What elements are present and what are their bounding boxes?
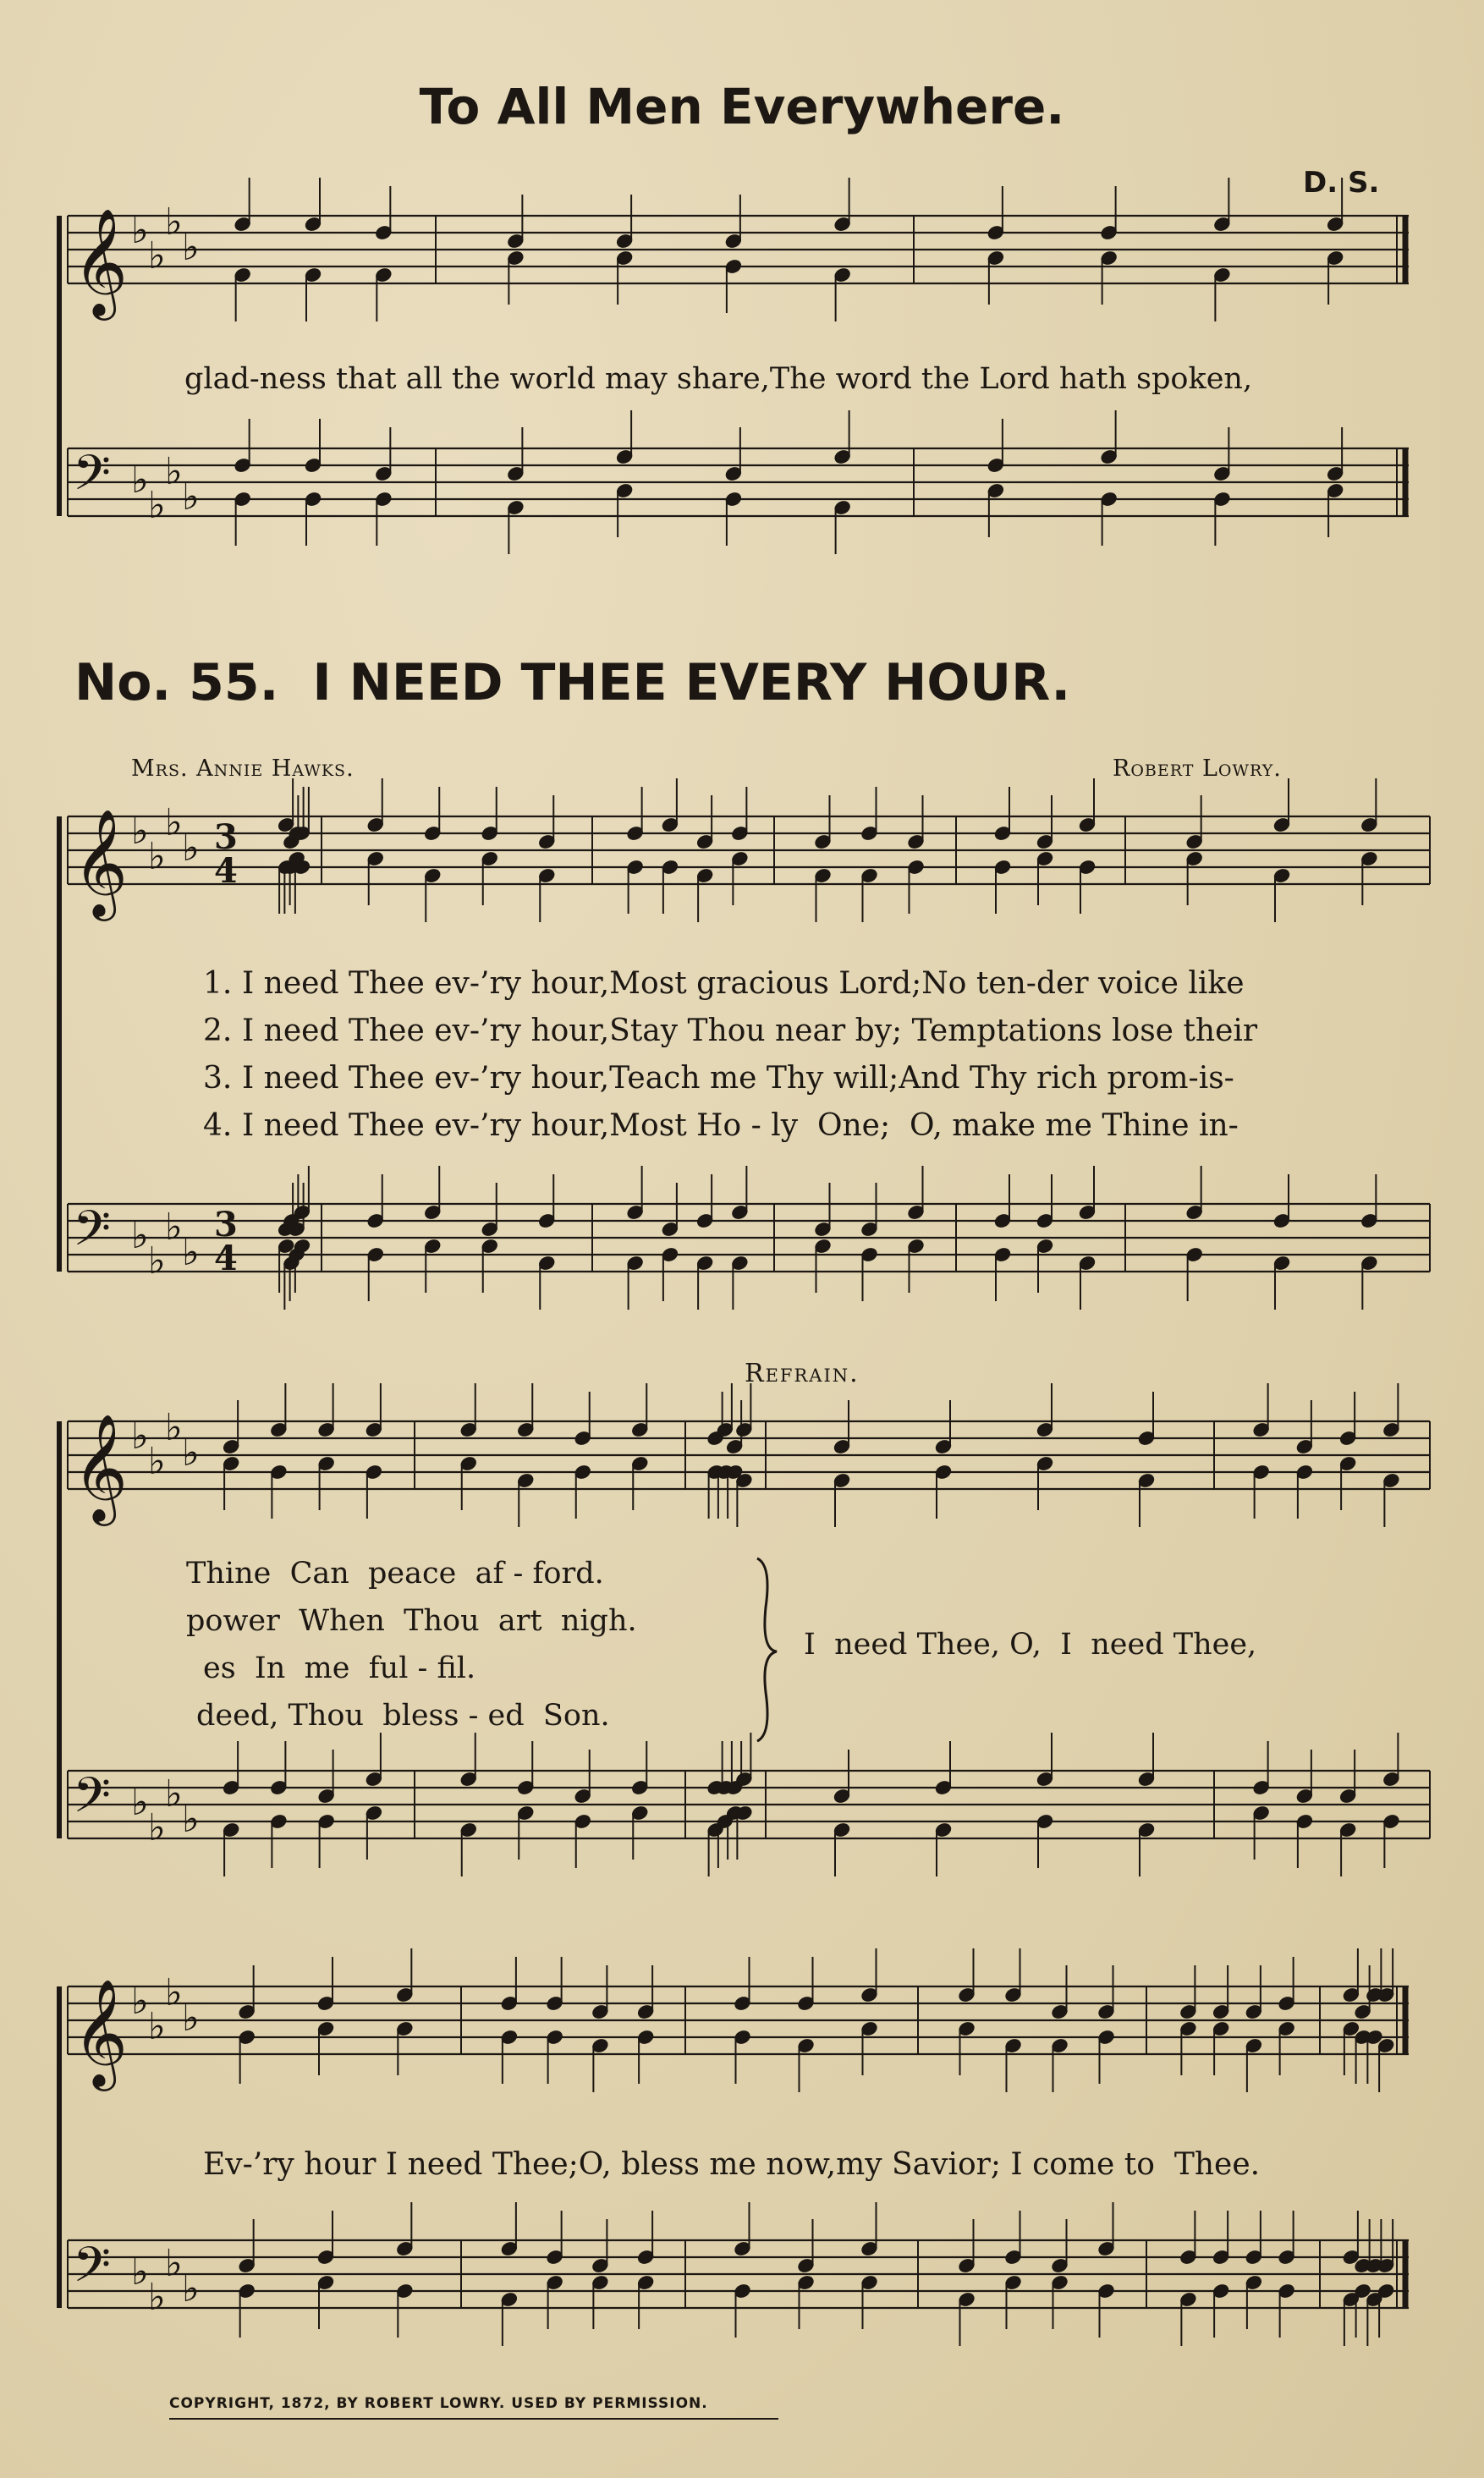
bass-clef-icon: 𝄢 xyxy=(73,2236,112,2305)
flat-icon: ♭ xyxy=(165,201,183,244)
treble-clef-icon: 𝄞 xyxy=(73,1413,129,1521)
flat-icon: ♭ xyxy=(182,1431,200,1475)
ds-mark: D. S. xyxy=(1303,166,1380,200)
flat-icon: ♭ xyxy=(148,484,166,527)
time-signature: 4 xyxy=(214,1239,238,1278)
bass-clef-icon: 𝄢 xyxy=(73,1766,112,1836)
flat-icon: ♭ xyxy=(148,234,166,277)
flat-icon: ♭ xyxy=(131,1214,149,1257)
flat-icon: ♭ xyxy=(165,2242,183,2285)
flat-icon: ♭ xyxy=(165,1206,183,1249)
flat-icon: ♭ xyxy=(131,459,149,502)
bass-clef-icon: 𝄢 xyxy=(73,444,112,514)
refrain-label: Refrain. xyxy=(745,1359,860,1388)
copyright-notice: COPYRIGHT, 1872, BY ROBERT LOWRY. USED BY PERMISSION. xyxy=(169,2395,708,2412)
flat-icon: ♭ xyxy=(182,2267,200,2310)
treble-clef-icon: 𝄞 xyxy=(73,1978,129,2086)
flat-icon: ♭ xyxy=(131,1415,149,1458)
verse-4: 4. I need Thee ev-’ry hour,Most Ho - ly One; O, make me Thine in- xyxy=(203,1108,1239,1143)
flat-icon: ♭ xyxy=(182,1997,200,2040)
hymn-title: I NEED THEE EVERY HOUR. xyxy=(312,653,1071,712)
hymn-number: No. 55. xyxy=(74,653,279,712)
flat-icon: ♭ xyxy=(182,1231,200,1274)
verse-2: 2. I need Thee ev-’ry hour,Stay Thou near by; Temptations lose their xyxy=(203,1014,1258,1048)
verse-3-end: es In me ful - fil. xyxy=(203,1651,476,1685)
flat-icon: ♭ xyxy=(148,2276,166,2319)
flat-icon: ♭ xyxy=(165,1971,183,2014)
flat-icon: ♭ xyxy=(165,801,183,844)
flat-icon: ♭ xyxy=(148,1239,166,1283)
bass-clef-icon: 𝄢 xyxy=(73,1200,112,1269)
refrain-lyric-2: Ev-’ry hour I need Thee;O, bless me now,my Savior; I come to Thee. xyxy=(203,2147,1261,2182)
flat-icon: ♭ xyxy=(182,475,200,519)
treble-clef-icon: 𝄞 xyxy=(73,808,129,916)
flat-icon: ♭ xyxy=(165,1772,183,1816)
verse-4-end: deed, Thou bless - ed Son. xyxy=(196,1699,610,1733)
flat-icon: ♭ xyxy=(165,1406,183,1449)
verse-1-end: Thine Can peace af - ford. xyxy=(186,1557,604,1591)
flat-icon: ♭ xyxy=(182,226,200,269)
flat-icon: ♭ xyxy=(165,450,183,493)
refrain-brace xyxy=(757,1558,777,1741)
flat-icon: ♭ xyxy=(131,1781,149,1824)
flat-icon: ♭ xyxy=(131,209,149,252)
author-credit: Mrs. Annie Hawks. xyxy=(131,755,355,782)
verse-1: 1. I need Thee ev-’ry hour,Most gracious Lord;No ten-der voice like xyxy=(203,966,1245,1001)
refrain-lyric-1: I need Thee, O, I need Thee, xyxy=(804,1628,1257,1662)
verse-3: 3. I need Thee ev-’ry hour,Teach me Thy will;And Thy rich prom-is- xyxy=(203,1061,1234,1096)
verse-2-end: power When Thou art nigh. xyxy=(186,1604,637,1638)
flat-icon: ♭ xyxy=(182,827,200,870)
time-signature: 3 xyxy=(214,817,238,857)
flat-icon: ♭ xyxy=(148,1440,166,1483)
treble-clef-icon: 𝄞 xyxy=(73,207,129,316)
flat-icon: ♭ xyxy=(148,835,166,878)
time-signature: 3 xyxy=(214,1205,238,1244)
time-signature: 4 xyxy=(214,851,238,891)
flat-icon: ♭ xyxy=(182,1798,200,1841)
flat-icon: ♭ xyxy=(148,1806,166,1849)
flat-icon: ♭ xyxy=(131,2250,149,2294)
flat-icon: ♭ xyxy=(131,810,149,853)
top-hymn-title: To All Men Everywhere. xyxy=(419,78,1065,135)
flat-icon: ♭ xyxy=(131,1980,149,2023)
flat-icon: ♭ xyxy=(148,2005,166,2048)
composer-credit: Robert Lowry. xyxy=(1113,755,1282,782)
top-lyric-line: glad-ness that all the world may share,The word the Lord hath spoken, xyxy=(184,362,1253,396)
